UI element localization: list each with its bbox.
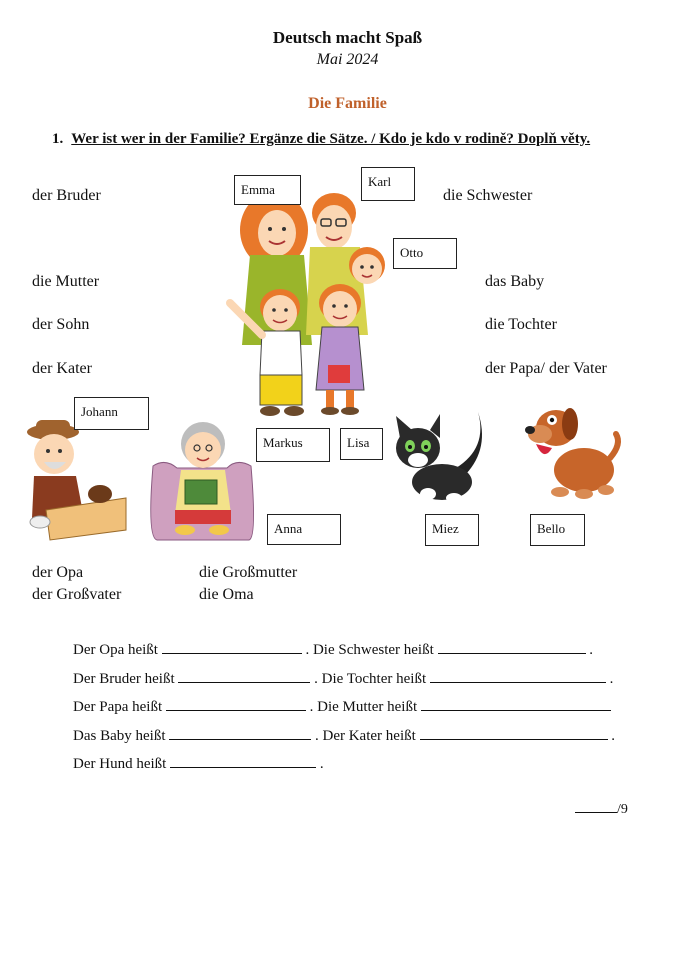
name-box-bello: Bello <box>530 514 585 546</box>
word-oma: die Oma <box>199 586 254 603</box>
name-box-lisa: Lisa <box>340 428 383 460</box>
worksheet-title: Deutsch macht Spaß <box>272 28 423 47</box>
answer-blank-papa[interactable] <box>166 696 306 711</box>
grandfather-picture <box>18 418 130 542</box>
sentence-text: Das Baby heißt <box>73 728 166 744</box>
word-schwester: die Schwester <box>443 187 533 204</box>
name-box-markus: Markus <box>256 428 330 462</box>
sentence-text: . Die Tochter heißt <box>314 671 427 687</box>
task-text: Wer ist wer in der Familie? Ergänze die Sätze. / Kdo je kdo v rodině? Doplň věty. <box>71 131 591 147</box>
sentence-line <box>73 668 613 688</box>
name-box-emma: Emma <box>234 175 301 205</box>
sentence-end: . <box>611 728 616 744</box>
name-box-karl: Karl <box>361 167 415 201</box>
score-field <box>575 798 628 818</box>
task-instruction <box>52 131 590 148</box>
sentence-line <box>73 725 615 745</box>
answer-blank-schwester[interactable] <box>438 639 586 654</box>
sentence-text: Der Hund heißt <box>73 756 167 772</box>
grandmother-picture <box>147 418 257 542</box>
name-box-anna: Anna <box>267 514 341 545</box>
answer-blank-tochter[interactable] <box>430 668 606 683</box>
dog-picture <box>522 398 626 502</box>
answer-blank-mutter[interactable] <box>421 696 611 711</box>
name-box-otto: Otto <box>393 238 457 269</box>
sentence-line <box>73 696 611 716</box>
topic-heading: Die Familie <box>308 95 387 112</box>
worksheet-date: Mai 2024 <box>316 51 379 68</box>
word-tochter: die Tochter <box>485 316 557 333</box>
sentence-text: Der Opa heißt <box>73 642 158 658</box>
sentence-line <box>73 753 324 773</box>
task-number: 1. <box>52 131 64 147</box>
sentence-text: Der Papa heißt <box>73 699 163 715</box>
score-blank[interactable] <box>575 798 617 813</box>
sentence-text: Der Bruder heißt <box>73 671 175 687</box>
word-sohn: der Sohn <box>32 316 90 333</box>
sentence-line <box>73 639 593 659</box>
answer-blank-opa[interactable] <box>162 639 302 654</box>
answer-blank-kater[interactable] <box>420 725 608 740</box>
sentence-text: . Der Kater heißt <box>314 728 416 744</box>
sentence-end: . <box>319 756 324 772</box>
word-mutter: die Mutter <box>32 273 100 290</box>
answer-blank-baby[interactable] <box>169 725 311 740</box>
word-opa: der Opa <box>32 564 84 581</box>
name-box-johann: Johann <box>74 397 149 430</box>
name-box-miez: Miez <box>425 514 479 546</box>
word-baby: das Baby <box>485 273 545 290</box>
word-bruder: der Bruder <box>32 187 101 204</box>
sentence-text: . Die Mutter heißt <box>309 699 418 715</box>
answer-blank-bruder[interactable] <box>178 668 310 683</box>
cat-picture <box>390 408 490 514</box>
word-grossmutter: die Großmutter <box>199 564 298 581</box>
sentence-end: . <box>589 642 594 658</box>
sentence-end: . <box>609 671 614 687</box>
family-picture <box>222 185 392 420</box>
word-kater: der Kater <box>32 360 92 377</box>
score-total: /9 <box>617 802 628 817</box>
answer-blank-hund[interactable] <box>170 753 316 768</box>
sentence-text: . Die Schwester heißt <box>305 642 434 658</box>
word-grossvater: der Großvater <box>32 586 122 603</box>
word-vater: der Papa/ der Vater <box>485 360 607 377</box>
